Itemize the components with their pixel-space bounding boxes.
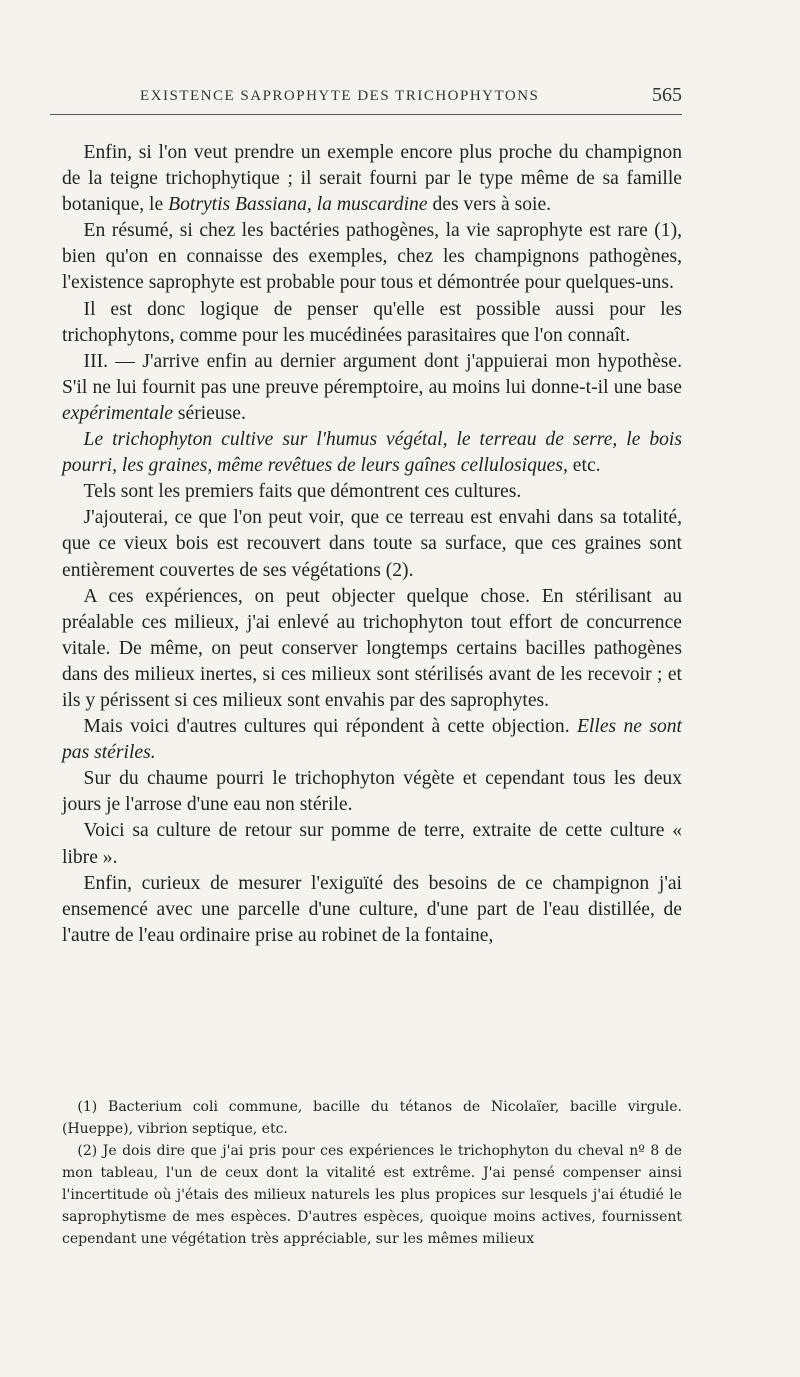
page-header bbox=[50, 84, 682, 115]
paragraph-10: Sur du chaume pourri le trichophyton végète et cependant tous les deux jours je l'arrose d'une eau non stérile. bbox=[62, 768, 682, 816]
paragraph-5: Le trichophyton cultive sur l'humus végétal, le terreau de serre, le bois pourri, les graines, même revêtues de leurs gaînes cellulosiques, etc. bbox=[62, 429, 682, 477]
paragraph-2: En résumé, si chez les bactéries pathogènes, la vie saprophyte est rare (1), bien qu'on en connaisse des exemples, chez les champignons pathogènes, l'existence saprophyte est probable pour tous et démontrée pour quelques-uns. bbox=[62, 220, 682, 294]
paragraph-8: A ces expériences, on peut objecter quelque chose. En stérilisant au préalable ces milieux, j'ai enlevé au trichophyton tout effort de concurrence vitale. De même, on peut conserver longtemps certains bacilles pathogènes dans des milieux inertes, si ces milieux sont stérilisés avant de les recevoir ; et ils y périssent si ces milieux sont envahis par des saprophytes. bbox=[62, 585, 682, 711]
body-text bbox=[62, 140, 682, 949]
paragraph-7: J'ajouterai, ce que l'on peut voir, que ce terreau est envahi dans sa totalité, que ce vieux bois est recouvert dans toute sa surface, que ces graines sont entièrement couvertes de ses végétations (2). bbox=[62, 507, 682, 581]
paragraph-9: Mais voici d'autres cultures qui répondent à cette objection. Elles ne sont pas stériles. bbox=[62, 716, 682, 764]
footnote-1: (1) Bacterium coli commune, bacille du tétanos de Nicolaïer, bacille virgule. (Hueppe), vibrion septique, etc. bbox=[62, 1099, 682, 1137]
paragraph-3: Il est donc logique de penser qu'elle est possible aussi pour les trichophytons, comme pour les mucédinées parasitaires que l'on connaît. bbox=[62, 298, 682, 346]
page-number: 565 bbox=[652, 84, 682, 106]
paragraph-12: Enfin, curieux de mesurer l'exiguïté des besoins de ce champignon j'ai ensemencé avec une parcelle d'une culture, d'une part de l'eau distillée, de l'autre de l'eau ordinaire prise au robinet de la fontaine, bbox=[62, 872, 682, 946]
paragraph-6: Tels sont les premiers faits que démontrent ces cultures. bbox=[83, 481, 522, 503]
paragraph-11: Voici sa culture de retour sur pomme de terre, extraite de cette culture « libre ». bbox=[62, 820, 682, 868]
paragraph-4: III. — J'arrive enfin au dernier argument dont j'appuierai mon hypothèse. S'il ne lui fournit pas une preuve péremptoire, au moins lui donne-t-il une base expérimentale sérieuse. bbox=[62, 350, 682, 424]
running-title: EXISTENCE SAPROPHYTE DES TRICHOPHYTONS bbox=[140, 88, 540, 104]
paragraph-1: Enfin, si l'on veut prendre un exemple encore plus proche du champignon de la teigne trichophytique ; il serait fourni par le type même de sa famille botanique, le Botrytis Bassiana, la muscardine des vers à soie. bbox=[62, 142, 682, 216]
footnote-2: (2) Je dois dire que j'ai pris pour ces expériences le trichophyton du cheval nº 8 de mon tableau, l'un de ceux dont la vitalité est extrême. J'ai pensé compenser ainsi l'incertitude où j'étais des milieux naturels les plus propices sur lesquels j'ai étudié le saprophytisme de mes espèces. D'autres espèces, quoique moins actives, fournissent cependant une végétation très appréciable, sur les mêmes milieux bbox=[62, 1143, 682, 1247]
footnotes bbox=[62, 1096, 682, 1250]
